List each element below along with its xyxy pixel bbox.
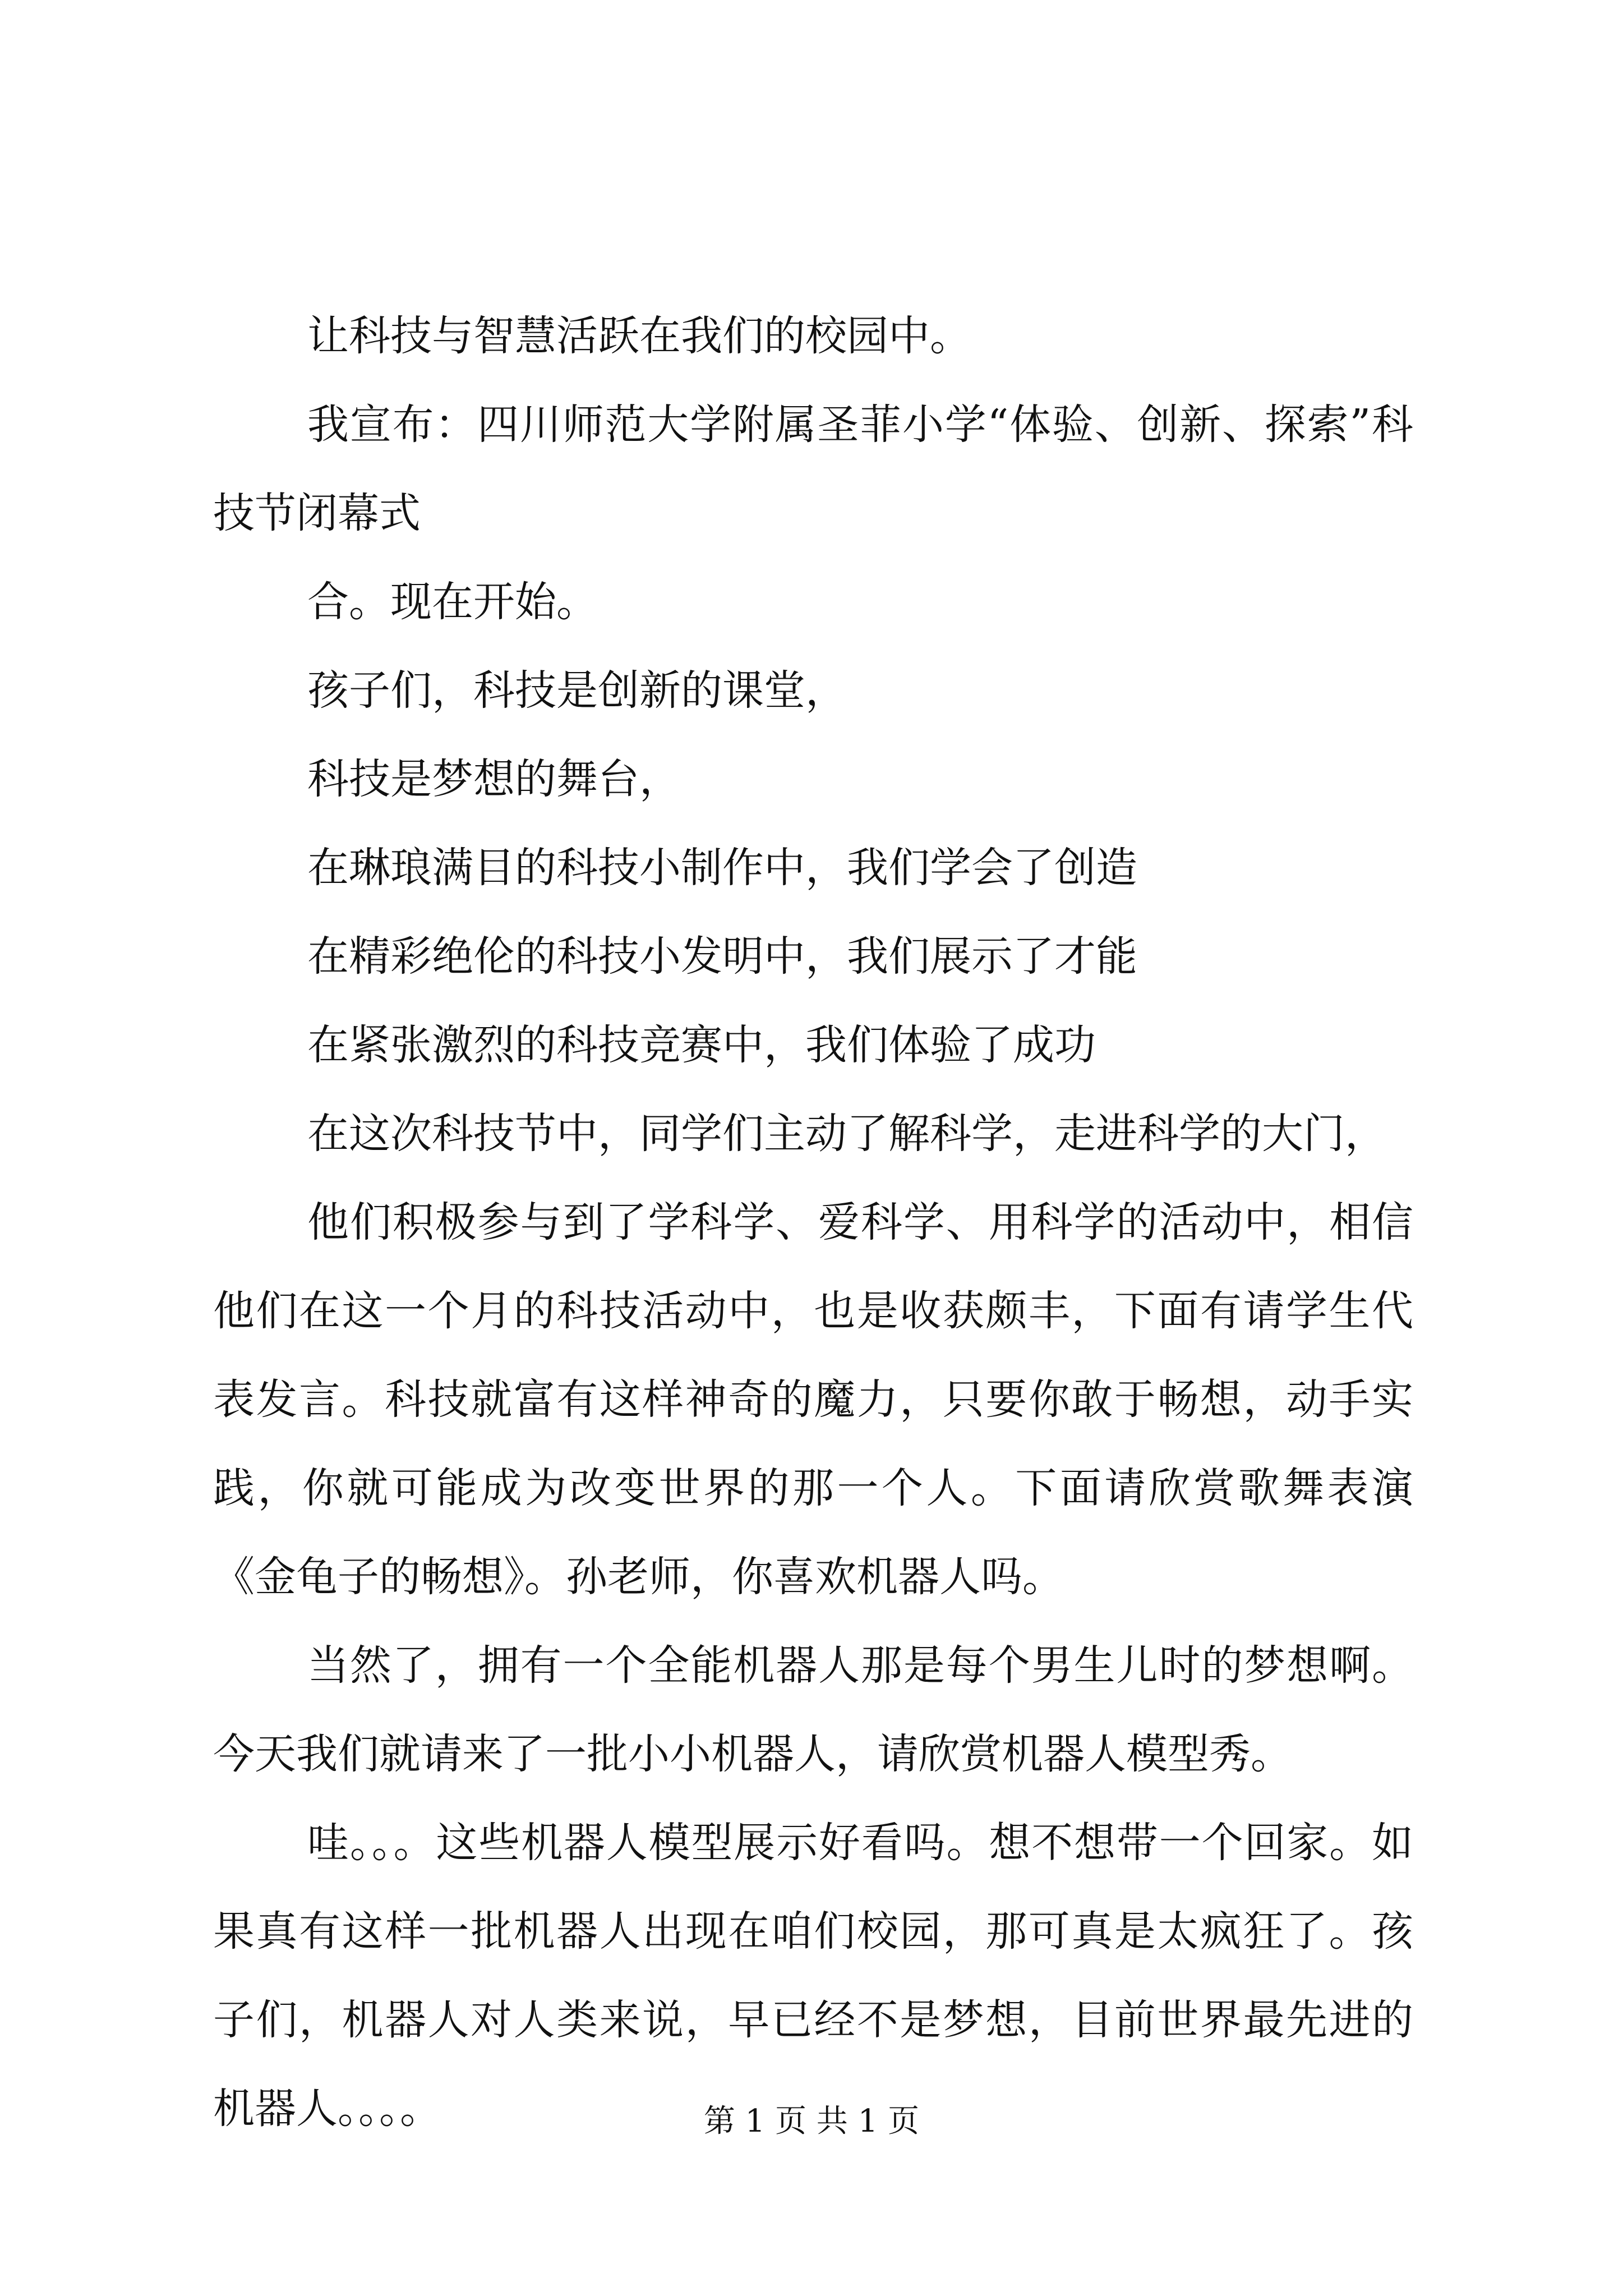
paragraph: 合。现在开始。: [307, 578, 598, 626]
paragraph: 孩子们，科技是创新的课堂，: [307, 666, 847, 715]
page-number-label: 第 1 页 共 1 页: [703, 2103, 920, 2139]
paragraph: 在精彩绝伦的科技小发明中，我们展示了才能: [307, 932, 1137, 981]
paragraph: 在这次科技节中，同学们主动了解科学，走进科学的大门，: [307, 1110, 1386, 1158]
paragraph: 当然了，拥有一个全能机器人那是每个男生儿时的梦想啊。今天我们就请来了一批小小机器人，请欣赏机器人模型秀。: [213, 1641, 1413, 1778]
page-footer: [0, 2099, 1623, 2144]
paragraph: 科技是梦想的舞台，: [307, 755, 681, 803]
paragraph: 他们积极参与到了学科学、爱科学、用科学的活动中，相信他们在这一个月的科技活动中，也是收获颇丰，下面有请学生代表发言。科技就富有这样神奇的魔力，只要你敢于畅想，动手实践，你就可能成为改变世界的那一个人。下面请欣赏歌舞表演《金龟子的畅想》。孙老师，你喜欢机器人吗。: [213, 1198, 1413, 1601]
paragraph: 在琳琅满目的科技小制作中，我们学会了创造: [307, 844, 1137, 892]
document-body: [213, 292, 1413, 2153]
paragraph: 我宣布：四川师范大学附属圣菲小学“体验、创新、探索”科技节闭幕式: [213, 401, 1413, 537]
paragraph: 让科技与智慧活跃在我们的校园中。: [307, 312, 971, 360]
paragraph: 在紧张激烈的科技竞赛中，我们体验了成功: [307, 1021, 1096, 1069]
paragraph: 哇。。。这些机器人模型展示好看吗。想不想带一个回家。如果真有这样一批机器人出现在咱们校园，那可真是太疯狂了。孩子们，机器人对人类来说，早已经不是梦想，目前世界最先进的机器人。。。。: [213, 1819, 1413, 2133]
